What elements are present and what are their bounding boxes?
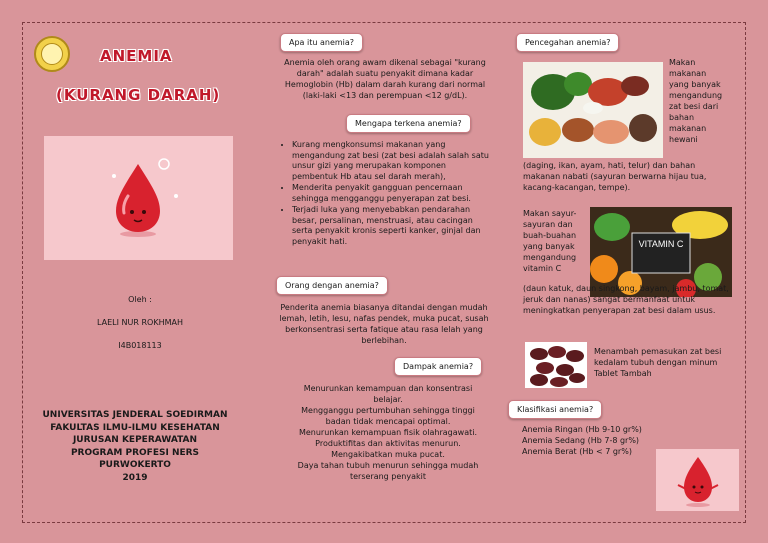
author-name: LAELI NUR ROKHMAH (97, 318, 183, 327)
university-logo (34, 36, 70, 72)
author-id: I4B018113 (118, 341, 162, 350)
iron-foods-photo (523, 62, 663, 158)
impact-item: Daya tahan tubuh menurun sehingga mudah terserang penyakit (297, 461, 479, 481)
author-by-label: Oleh : (128, 295, 152, 304)
cause-item: • Terjadi luka yang menyebabkan pendarahan besar, persalinan, menstruasi, atau cacingan serta penyakit kronis seperti kanker, ginjal dan penyakit hati. (292, 205, 490, 247)
impact-item: Menurunkan kemampuan dan konsentrasi belajar. (303, 384, 473, 404)
cause-item: • Menderita penyakit gangguan pencernaan sehingga mengganggu penyerapan zat besi. (292, 183, 490, 204)
prevention-item2-rest: (daun katuk, daun singkong, bayam, jambu, tomat, jeruk dan nanas) sangat bermanfaat untuk meningkatkan penyerapan zat besi dalam usus. (523, 284, 729, 315)
impact-item: Mengganggu pertumbuhan sehingga tinggi badan tidak mencapai optimal. (301, 406, 475, 426)
impact-list (290, 383, 486, 482)
institution-block (30, 409, 240, 484)
title-line-2: (KURANG DARAH) (56, 86, 221, 104)
impact-item: Mengakibatkan muka pucat. (331, 450, 445, 459)
classification-item: Anemia Ringan (Hb 9-10 gr%) (522, 425, 642, 434)
definition-heading: Apa itu anemia? (280, 33, 363, 52)
prevention-item3: Menambah pemasukan zat besi kedalam tubuh dengan minum Tablet Tambah (594, 347, 722, 378)
causes-heading: Mengapa terkena anemia? (346, 114, 471, 133)
impact-item: Produktifitas dan aktivitas menurun. (315, 439, 461, 448)
prevention-item2-side: Makan sayur-sayuran dan buah-buahan yang banyak mengandung vitamin C (523, 209, 577, 273)
small-blood-drop-illustration (656, 449, 739, 511)
prevention-heading: Pencegahan anemia? (516, 33, 619, 52)
institution-line-4: PROGRAM PROFESI NERS (70, 447, 200, 458)
prevention-item1-rest: (daging, ikan, ayam, hati, telur) dan bahan makanan nabati (sayuran berwarna hijau tua, kacang-kacangan, tempe). (523, 161, 707, 192)
classification-item: Anemia Berat (Hb < 7 gr%) (522, 447, 632, 456)
prevention-item1-side: Makan makanan yang banyak mengandung zat besi dari bahan makanan hewani (669, 58, 723, 144)
impact-item: Menurunkan kemampuan fisik olahragawati. (298, 428, 478, 437)
classification-list (522, 424, 662, 457)
symptoms-text: Penderita anemia biasanya ditandai dengan mudah lemah, letih, lesu, nafas pendek, muka pucat, susah berkonsentrasi serta fatique atau rasa lelah yang berlebihan. (279, 303, 489, 345)
symptoms-heading: Orang dengan anemia? (276, 276, 388, 295)
institution-line-5: PURWOKERTO (99, 460, 171, 470)
blood-drop-illustration (44, 136, 233, 260)
cause-item: • Kurang mengkonsumsi makanan yang mengandung zat besi (zat besi adalah salah satu unsur gizi yang merupakan komponen pembentuk Hb atau sel darah merah), (292, 140, 490, 182)
institution-line-6: 2019 (122, 472, 148, 483)
classification-item: Anemia Sedang (Hb 7-8 gr%) (522, 436, 640, 445)
institution-line-2: FAKULTAS ILMU-ILMU KESEHATAN (50, 422, 220, 433)
institution-line-1: UNIVERSITAS JENDERAL SOEDIRMAN (42, 410, 228, 420)
title-line-1: ANEMIA (100, 47, 173, 65)
institution-line-3: JURUSAN KEPERAWATAN (72, 435, 198, 445)
iron-tablets-photo (525, 342, 587, 388)
causes-list (278, 140, 490, 248)
impact-heading: Dampak anemia? (394, 357, 482, 376)
classification-heading: Klasifikasi anemia? (508, 400, 602, 419)
vitamin-c-label: VITAMIN C (638, 239, 684, 249)
definition-text: Anemia oleh orang awam dikenal sebagai "kurang darah" adalah suatu penyakit dimana kadar Hemoglobin (Hb) dalam darah kurang dari normal (laki-laki <13 dan perempuan <12 g/dL). (284, 58, 486, 100)
